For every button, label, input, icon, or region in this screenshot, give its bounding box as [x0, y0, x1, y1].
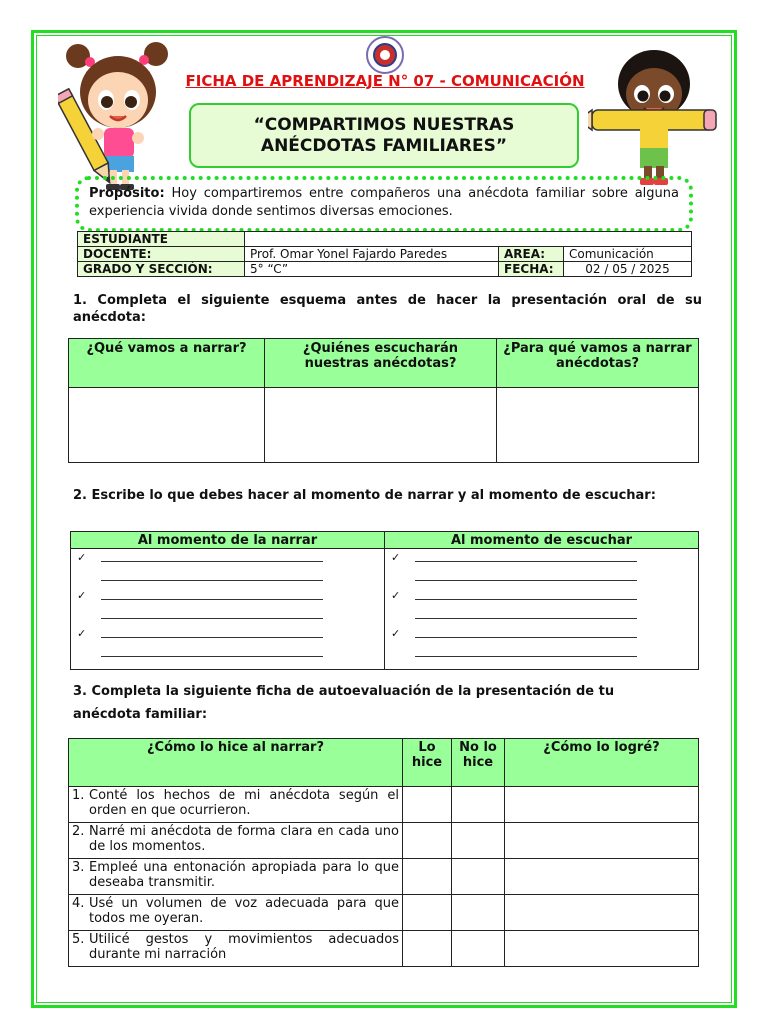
listen-column: [385, 549, 699, 670]
narrate-column: [71, 549, 385, 670]
table-row: [69, 787, 699, 823]
answer-line[interactable]: [415, 552, 637, 562]
eval-header-did-not: No lo hice: [452, 739, 505, 787]
criterion-text: Usé un volumen de voz adecuada para que todos me oyeran.: [89, 896, 399, 926]
answer-line[interactable]: [415, 609, 637, 619]
eval-header-achieved: ¿Cómo lo logré?: [505, 739, 699, 787]
did-cell[interactable]: [403, 787, 452, 823]
answer-line[interactable]: [415, 590, 637, 600]
oral-presentation-scheme-table: [68, 338, 699, 463]
check-icon: ✓: [77, 551, 87, 564]
did-cell[interactable]: [403, 823, 452, 859]
how-achieved-cell[interactable]: [505, 823, 699, 859]
did-not-cell[interactable]: [452, 931, 505, 967]
scheme-header-what: ¿Qué vamos a narrar?: [69, 339, 265, 388]
table-row: [69, 823, 699, 859]
student-label: ESTUDIANTE: [78, 232, 245, 247]
answer-line[interactable]: [101, 571, 323, 581]
narrate-item: [77, 590, 378, 628]
narrate-item: [77, 628, 378, 666]
answer-line[interactable]: [101, 590, 323, 600]
how-achieved-cell[interactable]: [505, 895, 699, 931]
did-not-cell[interactable]: [452, 823, 505, 859]
how-achieved-cell[interactable]: [505, 931, 699, 967]
boy-with-pencil-illustration: [588, 46, 720, 188]
purpose-label: Propósito:: [89, 186, 165, 201]
area-label: AREA:: [499, 247, 564, 262]
answer-line[interactable]: [101, 628, 323, 638]
criterion-text: Conté los hechos de mi anécdota según el orden en que ocurrieron.: [89, 788, 399, 818]
session-title-line1: “COMPARTIMOS NUESTRAS: [253, 114, 515, 135]
scheme-answer-what[interactable]: [69, 388, 265, 463]
table-row: [69, 859, 699, 895]
listen-item: [391, 628, 692, 666]
did-cell[interactable]: [403, 895, 452, 931]
answer-line[interactable]: [415, 571, 637, 581]
table-row: [69, 931, 699, 967]
worksheet-heading: FICHA DE APRENDIZAJE N° 07 - COMUNICACIÓN: [185, 72, 585, 90]
did-cell[interactable]: [403, 859, 452, 895]
did-not-cell[interactable]: [452, 859, 505, 895]
criterion-number: 5.: [72, 932, 85, 947]
date-value: 02 / 05 / 2025: [564, 262, 692, 277]
scheme-header-who: ¿Quiénes escucharán nuestras anécdotas?: [265, 339, 497, 388]
criterion-number: 3.: [72, 860, 85, 875]
narrate-item: [77, 552, 378, 590]
answer-line[interactable]: [415, 628, 637, 638]
answer-line[interactable]: [101, 552, 323, 562]
did-cell[interactable]: [403, 931, 452, 967]
purpose-box: [75, 176, 693, 232]
criterion-number: 4.: [72, 896, 85, 911]
question-2: 2. Escribe lo que debes hacer al momento de narrar y al momento de escuchar:: [73, 488, 656, 503]
purpose-text: Hoy compartiremos entre compañeros una anécdota familiar sobre alguna experiencia vivida donde sentimos diversas emociones.: [89, 186, 679, 219]
question-1: 1. Completa el siguiente esquema antes de hacer la presentación oral de su anécdota:: [73, 293, 702, 325]
eval-header-how: ¿Cómo lo hice al narrar?: [69, 739, 403, 787]
criterion-cell: [69, 787, 403, 823]
student-field[interactable]: [245, 232, 692, 247]
scheme-header-why: ¿Para qué vamos a narrar anécdotas?: [497, 339, 699, 388]
narrate-header: Al momento de la narrar: [71, 532, 385, 549]
criterion-cell: [69, 823, 403, 859]
answer-line[interactable]: [101, 647, 323, 657]
grade-label: GRADO Y SECCIÓN:: [78, 262, 245, 277]
table-row: [69, 895, 699, 931]
date-label: FECHA:: [499, 262, 564, 277]
criterion-cell: [69, 931, 403, 967]
how-achieved-cell[interactable]: [505, 787, 699, 823]
teacher-value: Prof. Omar Yonel Fajardo Paredes: [245, 247, 499, 262]
criterion-cell: [69, 859, 403, 895]
criterion-text: Empleé una entonación apropiada para lo que deseaba transmitir.: [89, 860, 399, 890]
student-info-table: [77, 231, 692, 277]
area-value: Comunicación: [564, 247, 692, 262]
did-not-cell[interactable]: [452, 787, 505, 823]
check-icon: ✓: [391, 589, 401, 602]
check-icon: ✓: [77, 589, 87, 602]
listen-item: [391, 552, 692, 590]
criterion-text: Narré mi anécdota de forma clara en cada uno de los momentos.: [89, 824, 399, 854]
criterion-number: 2.: [72, 824, 85, 839]
did-not-cell[interactable]: [452, 895, 505, 931]
criterion-text: Utilicé gestos y movimientos adecuados durante mi narración: [89, 932, 399, 962]
check-icon: ✓: [77, 627, 87, 640]
narrate-listen-table: [70, 531, 699, 670]
answer-line[interactable]: [101, 609, 323, 619]
eval-header-did: Lo hice: [403, 739, 452, 787]
criterion-number: 1.: [72, 788, 85, 803]
self-evaluation-table: [68, 738, 699, 967]
question-3: 3. Completa la siguiente ficha de autoevaluación de la presentación de tu anécdota familiar:: [73, 684, 615, 722]
scheme-answer-why[interactable]: [497, 388, 699, 463]
listen-header: Al momento de escuchar: [385, 532, 699, 549]
school-logo: [366, 36, 404, 74]
listen-item: [391, 590, 692, 628]
grade-value: 5° “C”: [245, 262, 499, 277]
girl-with-pencil-illustration: [58, 42, 176, 192]
check-icon: ✓: [391, 627, 401, 640]
criterion-cell: [69, 895, 403, 931]
check-icon: ✓: [391, 551, 401, 564]
scheme-answer-who[interactable]: [265, 388, 497, 463]
session-title: [189, 103, 579, 168]
answer-line[interactable]: [415, 647, 637, 657]
session-title-line2: ANÉCDOTAS FAMILIARES”: [260, 135, 508, 156]
teacher-label: DOCENTE:: [78, 247, 245, 262]
how-achieved-cell[interactable]: [505, 859, 699, 895]
